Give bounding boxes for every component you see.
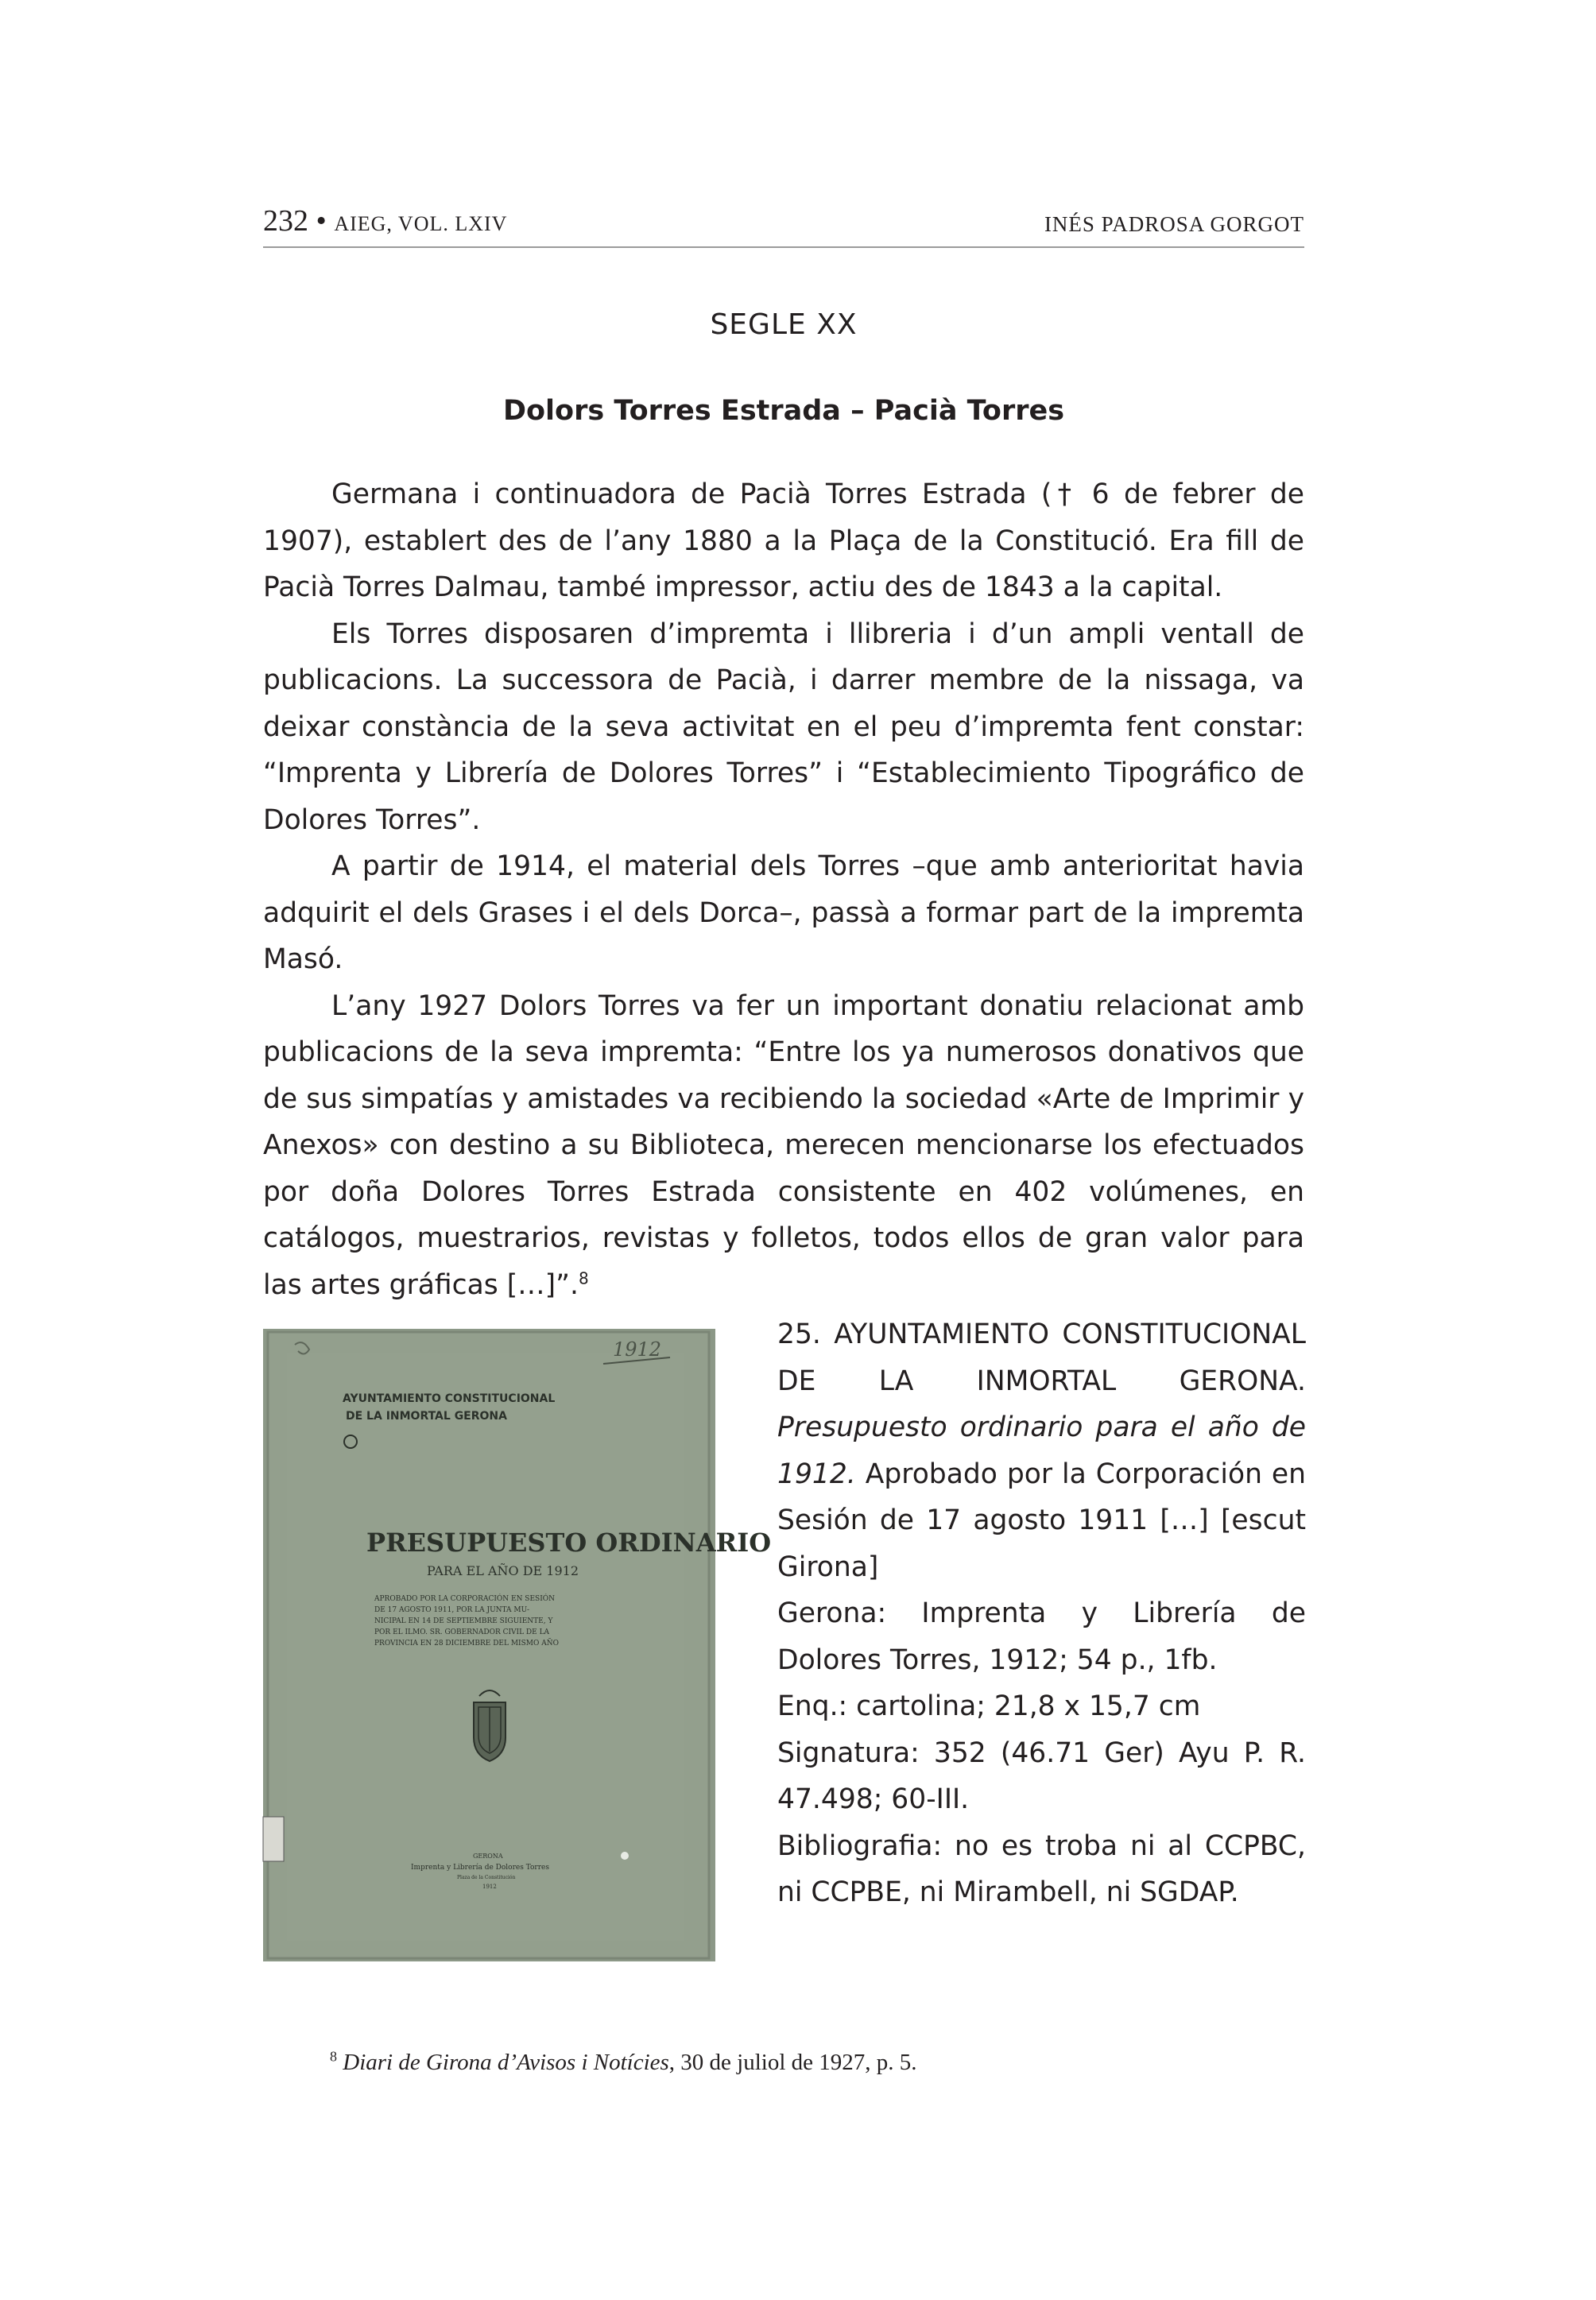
footnote-details: , 30 de juliol de 1927, p. 5.	[668, 2050, 917, 2075]
caption-imprint: Gerona: Imprenta y Librería de Dolores Torres, 1912; 54 p., 1fb.	[777, 1597, 1306, 1676]
article-subtitle: Dolors Torres Estrada – Pacià Torres	[502, 395, 1065, 427]
cover-heading: PRESUPUESTO ORDINARIO	[366, 1528, 772, 1558]
paragraph-1: Germana i continuadora de Pacià Torres Estrada († 6 de febrer de 1907), establert des de l’any 1880 a la Plaça de la Constitució. Era fill de Pacià Torres Dalmau, també impressor, actiu des de 1843 a la capital.	[263, 478, 1304, 603]
paragraph-3: A partir de 1914, el material dels Torres –que amb anterioritat havia adquirit el dels Grases i el dels Dorca–, passà a formar part de la impremta Masó.	[263, 850, 1304, 975]
cover-body-line-2: DE 17 AGOSTO 1911, POR LA JUNTA MU-	[374, 1606, 530, 1614]
cover-handwritten-year: 1912	[613, 1338, 662, 1361]
book-cover-image	[263, 1329, 772, 1961]
footnote-reference: 8	[578, 1268, 589, 1287]
caption-binding: Enq.: cartolina; 21,8 x 15,7 cm	[777, 1690, 1201, 1722]
cover-subheading: PARA EL AÑO DE 1912	[427, 1563, 579, 1578]
caption-bibliography: Bibliografia: no es troba ni al CCPBC, ni CCPBE, ni Mirambell, ni SGDAP.	[777, 1830, 1306, 1908]
cover-imprint-line-2: Imprenta y Librería de Dolores Torres	[411, 1864, 549, 1872]
footnote	[330, 2046, 1300, 2078]
cover-title-line-1: AYUNTAMIENTO CONSTITUCIONAL	[343, 1392, 556, 1405]
section-title: SEGLE XX	[710, 308, 858, 341]
footnote-number: 8	[330, 2048, 337, 2065]
caption-entry-title: 25. AYUNTAMIENTO CONSTITUCIONAL DE LA INMORTAL GERONA.	[777, 1318, 1306, 1397]
body-text	[263, 471, 1304, 1308]
paragraph-4-text: L’any 1927 Dolors Torres va fer un important donatiu relacionat amb publicacions de la seva impremta: “Entre los ya numerosos donativos que de sus simpatías y amistades va recibiendo la sociedad «Arte de Imprimir y Anexos» con destino a su Biblioteca, merecen mencionarse los efectuados por doña Dolores Torres Estrada consistente en 402 volúmenes, en catálogos, muestrarios, revistas y folletos, todos ellos de gran valor para las artes gráficas […]”.	[263, 989, 1304, 1301]
running-head	[263, 205, 1304, 248]
caption-entry	[777, 1311, 1306, 1590]
cover-imprint-line-1: GERONA	[473, 1853, 503, 1860]
cover-body-line-4: POR EL ILMO. SR. GOBERNADOR CIVIL DE LA	[374, 1628, 550, 1636]
paragraph-4	[263, 983, 1304, 1309]
page-number: 232	[263, 204, 308, 238]
caption-description: Aprobado por la Corporación en Sesión de 17 agosto 1911 […] [escut Girona]	[777, 1458, 1307, 1583]
paragraph-2: Els Torres disposaren d’impremta i llibreria i d’un ampli ventall de publicacions. La successora de Pacià, i darrer membre de la nissaga, va deixar constància de la seva activitat en el peu d’impremta fent constar: “Imprenta y Librería de Dolores Torres” i “Establecimiento Tipográfico de Dolores Torres”.	[263, 618, 1304, 836]
journal-name: AIEG, VOL. LXIV	[334, 212, 508, 235]
caption-work-title: Presupuesto ordinario para el año de 1912.	[777, 1411, 1306, 1490]
author-name: INÉS PADROSA GORGOT	[1044, 212, 1304, 236]
caption-signature: Signatura: 352 (46.71 Ger) Ayu P. R. 47.498; 60-III.	[777, 1737, 1306, 1815]
cover-imprint-line-3: Plaza de la Constitución	[457, 1875, 516, 1880]
cover-body-line-1: APROBADO POR LA CORPORACIÓN EN SESIÓN	[374, 1595, 556, 1603]
figure-caption	[777, 1311, 1306, 1916]
cover-body-line-5: PROVINCIA EN 28 DICIEMBRE DEL MISMO AÑO	[374, 1640, 559, 1648]
header-bullet: •	[316, 204, 327, 238]
cover-title-line-2: DE LA INMORTAL GERONA	[346, 1410, 507, 1423]
footnote-source: Diari de Girona d’Avisos i Notícies	[343, 2050, 669, 2075]
library-label	[263, 1817, 284, 1861]
cover-body-line-3: NICIPAL EN 14 DE SEPTIEMBRE SIGUIENTE, Y	[374, 1617, 553, 1625]
running-head-left	[263, 203, 507, 238]
cover-imprint-line-4: 1912	[482, 1884, 497, 1890]
